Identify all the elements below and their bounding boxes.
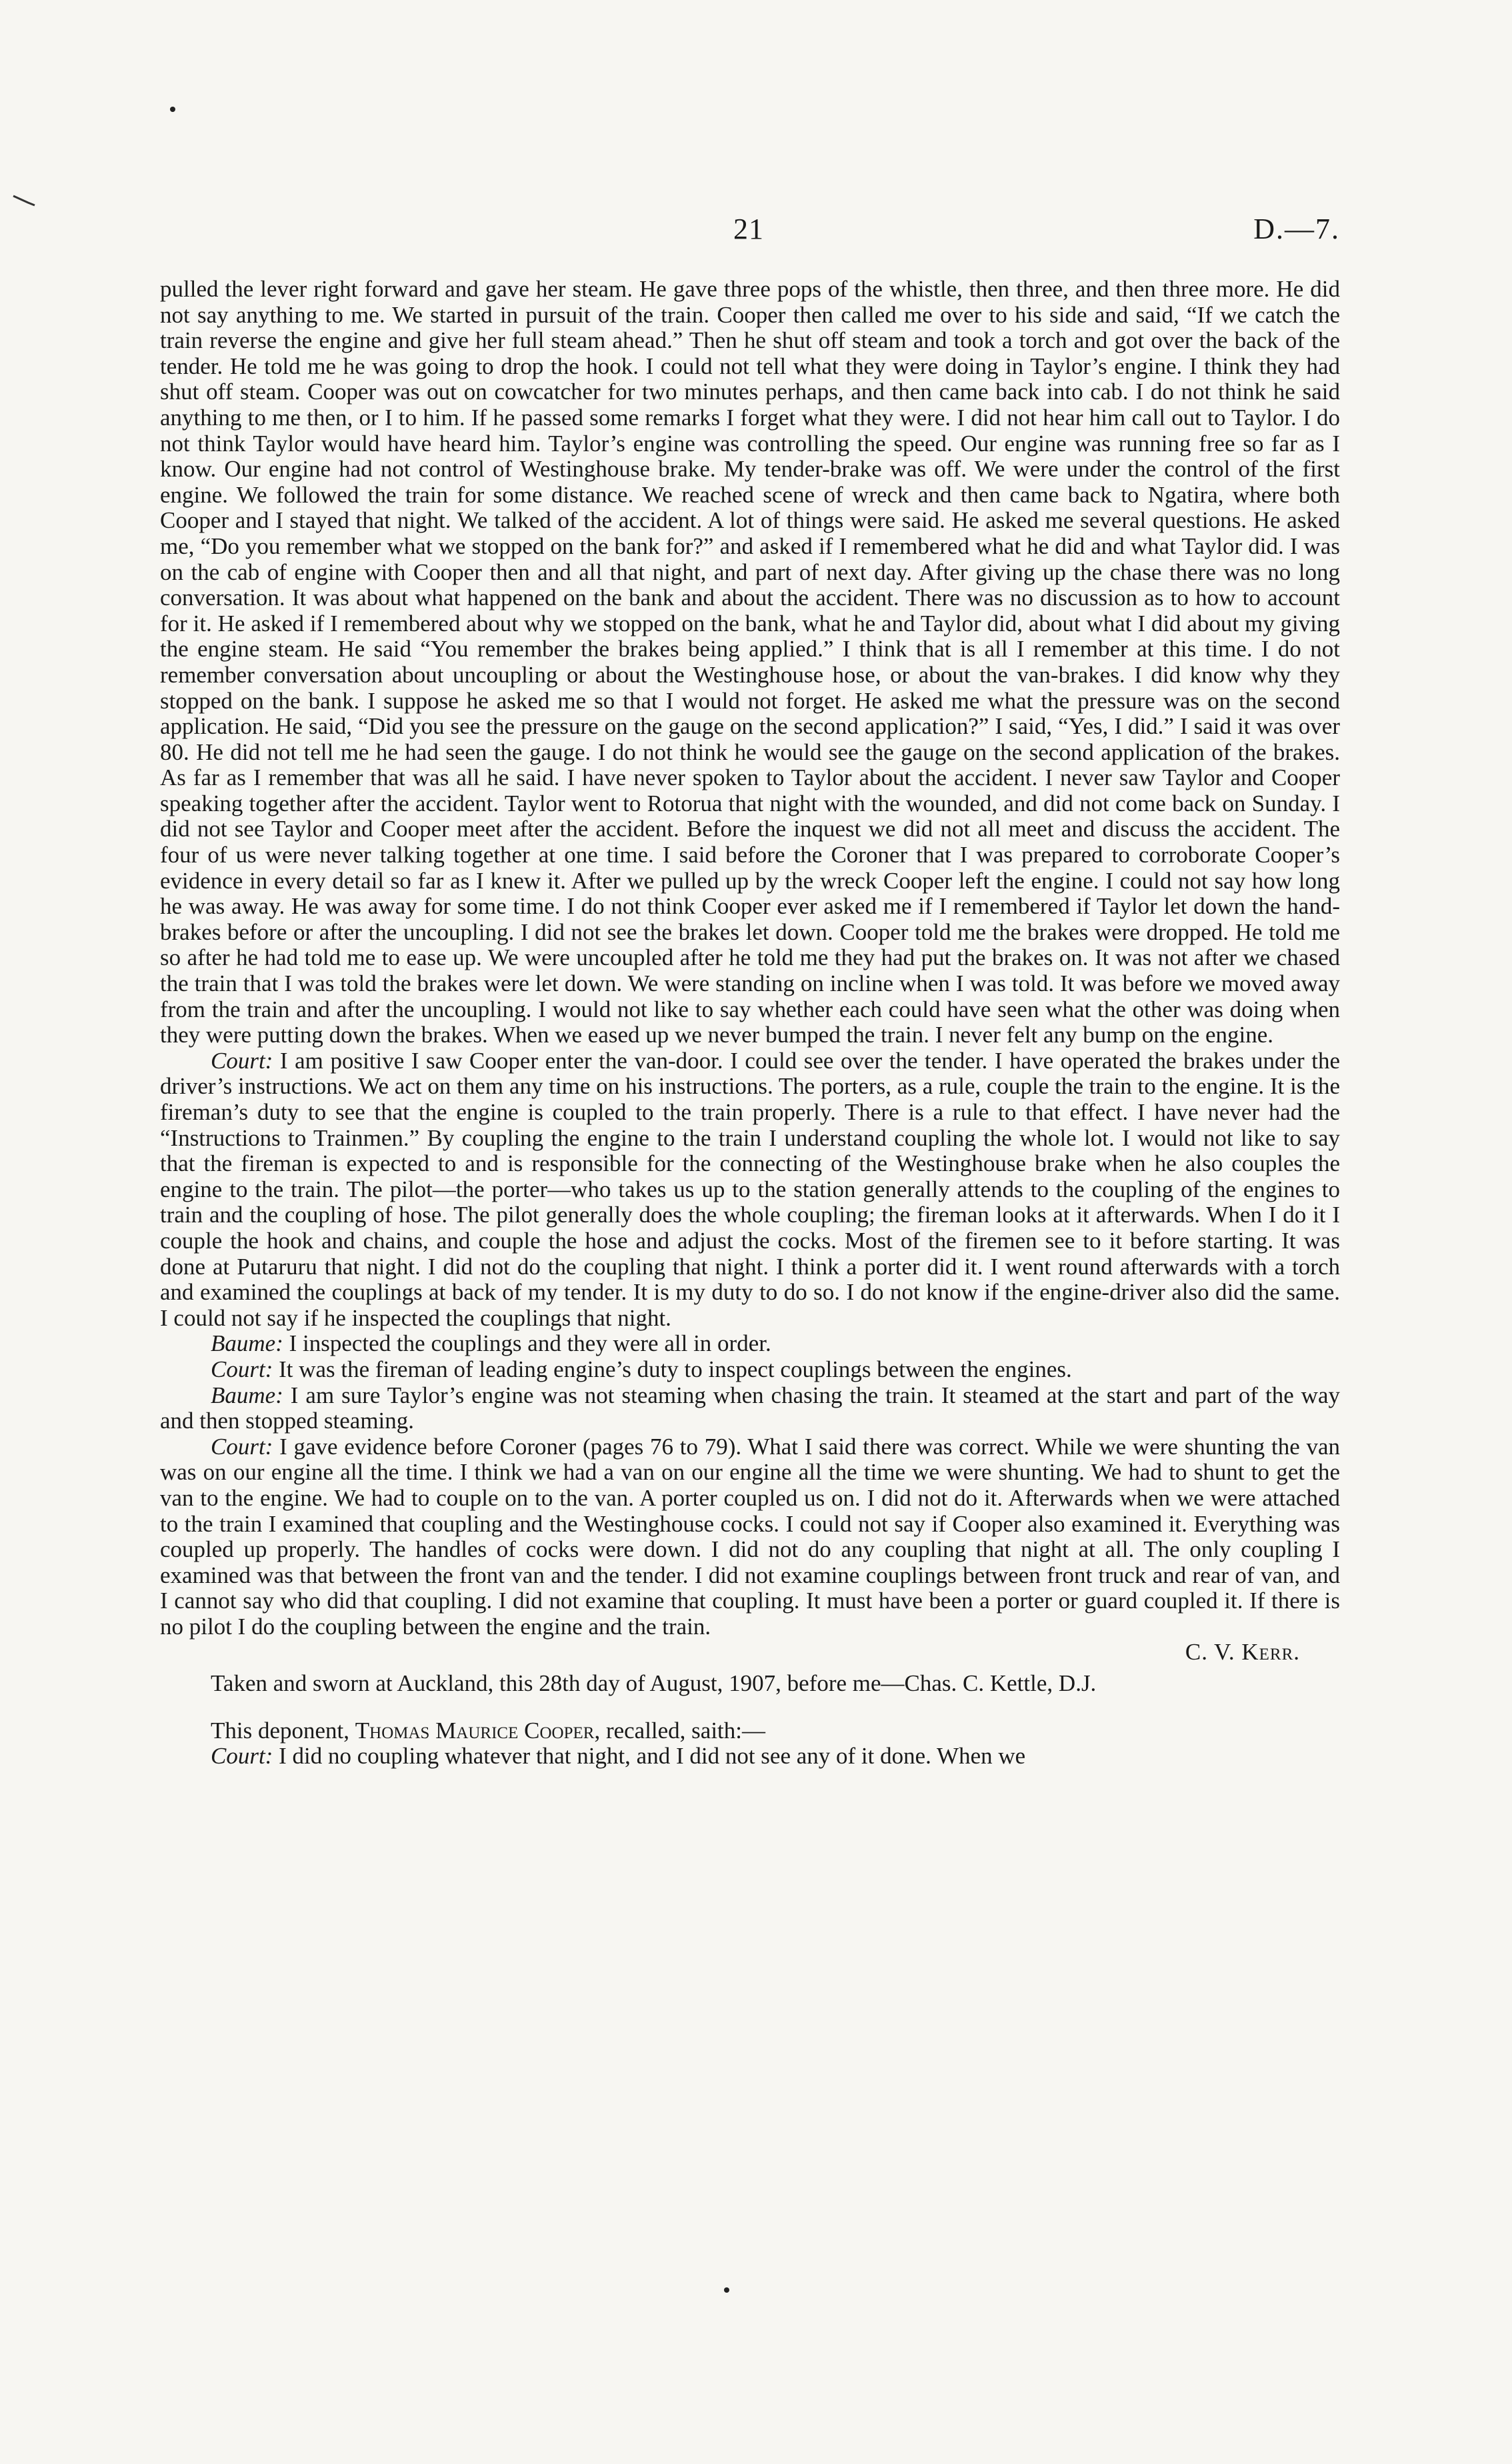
signature: C. V. Kerr. [1185, 1639, 1300, 1666]
recall-prefix: This deponent, [211, 1717, 355, 1744]
qa-text: I am positive I saw Cooper enter the van-door. I could see over the tender. I have operated the brakes under the driver’s instructions. We act on them any time on his instructions. The porters, as a rule, couple the train to the engine. It is the fireman’s duty to see that the engine is coupled to the train properly. There is a rule to that effect. I have never had the “Instructions to Trainmen.” By coupling the engine to the train I understand coupling the whole lot. I would not like to say that the fireman is expected to and is responsible for the connecting of the Westinghouse brake when he also couples the engine to the train. The pilot—the porter—who takes us up to the station generally attends to the coupling of the engines to train and the coupling of hose. The pilot generally does the whole coupling; the fireman looks at it afterwards. When I do it I couple the hook and chains, and couple the hose and adjust the cocks. Most of the firemen see to it before starting. It was done at Putaruru that night. I did not do the coupling that night. I think a porter did it. I went round afterwards with a torch and examined the couplings at back of my tender. It is my duty to do so. I do not know if the engine-driver also did the same. I could not say if he inspected the couplings that night. [160, 1047, 1340, 1331]
qa-text: I did no coupling whatever that night, and I did not see any of it done. When we [273, 1743, 1026, 1770]
speaker-label: Baume: [211, 1330, 283, 1357]
qa-court-final [160, 1744, 1340, 1770]
series-code: D.—7. [1253, 213, 1340, 245]
deponent-name: Thomas Maurice Cooper [355, 1717, 595, 1744]
qa-text: I am sure Taylor’s engine was not steaming when chasing the train. It steamed at the start and part of the way and then stopped steaming. [160, 1382, 1340, 1434]
qa-baume-1 [160, 1331, 1340, 1357]
qa-text: It was the fireman of leading engine’s duty to inspect couplings between the engines. [273, 1356, 1072, 1382]
speaker-label: Court: [211, 1433, 273, 1460]
qa-text: I gave evidence before Coroner (pages 76 to 79). What I said there was correct. While we were shunting the van was on our engine all the time. I think we had a van on our engine all the time we were shunting. We had to shunt to get the van to the engine. We had to couple on to the van. A porter coupled us on. I did not do it. Afterwards when we were attached to the train I examined that coupling and the Westinghouse cocks. I could not say if Cooper also examined it. Everything was coupled up properly. The handles of cocks were down. I did not do any coupling that night at all. The only coupling I examined was that between the front van and the tender. I did not examine couplings between front truck and rear of van, and I cannot say who did that coupling. I did not examine that coupling. It must have been a porter or guard coupled it. If there is no pilot I do the coupling between the engine and the train. [160, 1433, 1340, 1640]
jurat: Taken and sworn at Auckland, this 28th day of August, 1907, before me—Chas. C. Kettle, D.J. [211, 1670, 1097, 1697]
testimony-paragraph: pulled the lever right forward and gave her steam. He gave three pops of the whistle, then three, and then three more. He did not say anything to me. We started in pursuit of the train. Cooper then called me over to his side and said, “If we catch the train reverse the engine and give her full steam ahead.” Then he shut off steam and took a torch and got over the back of the tender. He told me he was going to drop the hook. I could not tell what they were doing in Taylor’s engine. I think they had shut off steam. Cooper was out on cowcatcher for two minutes perhaps, and then came back into cab. I do not think he said anything to me then, or I to him. If he passed some remarks I forget what they were. I did not hear him call out to Taylor. I do not think Taylor would have heard him. Taylor’s engine was controlling the speed. Our engine was running free so far as I know. Our engine had not control of Westinghouse brake. My tender-brake was off. We were under the control of the first engine. We followed the train for some distance. We reached scene of wreck and then came back to Ngatira, where both Cooper and I stayed that night. We talked of the accident. A lot of things were said. He asked me several questions. He asked me, “Do you remember what we stopped on the bank for?” and asked if I remembered what he did and what Taylor did. I was on the cab of engine with Cooper then and all that night, and part of next day. After giving up the chase there was no long conversation. It was about what happened on the bank and about the accident. There was no discussion as to how to account for it. He asked if I remembered about why we stopped on the bank, what he and Taylor did, about what I did about my giving the engine steam. He said “You remember the brakes being applied.” I think that is all I remember at this time. I do not remember conversation about uncoupling or about the Westinghouse hose, or about the van-brakes. I did know why they stopped on the bank. I suppose he asked me so that I would not forget. He asked me what the pressure was on the second application. He said, “Did you see the pressure on the gauge on the second application?” I said, “Yes, I did.” I said it was over 80. He did not tell me he had seen the gauge. I do not think he would see the gauge on the second application of the brakes. As far as I remember that was all he said. I have never spoken to Taylor about the accident. I never saw Taylor and Cooper speaking together after the accident. Taylor went to Rotorua that night with the wounded, and did not come back on Sunday. I did not see Taylor and Cooper meet after the accident. Before the inquest we did not all meet and discuss the accident. The four of us were never talking together at one time. I said before the Coroner that I was prepared to corroborate Cooper’s evidence in every detail so far as I knew it. After we pulled up by the wreck Cooper left the engine. I could not say how long he was away. He was away for some time. I do not think Cooper ever asked me if I remembered if Taylor let down the hand-brakes before or after the uncoupling. I did not see the brakes let down. Cooper told me the brakes were dropped. He told me so after he had told me to ease up. We were uncoupled after he told me they had put the brakes on. It was not after we chased the train that I was told the brakes were let down. We were standing on incline when I was told. It was before we moved away from the train and after the uncoupling. I would not like to say whether each could have seen what the other was doing when they were putting down the brakes. When we eased up we never bumped the train. I never felt any bump on the engine. [160, 276, 1340, 1048]
document-body [160, 277, 1340, 1770]
ink-dot-bottom [724, 2287, 729, 2293]
page-number: 21 [733, 213, 764, 245]
qa-baume-2 [160, 1383, 1340, 1434]
speaker-label: Baume: [211, 1382, 283, 1408]
qa-court-3 [160, 1434, 1340, 1640]
qa-text: I inspected the couplings and they were all in order. [283, 1330, 771, 1357]
qa-court-2 [160, 1357, 1340, 1383]
margin-mark [12, 193, 36, 207]
page-header [160, 212, 1340, 252]
qa-court-1 [160, 1048, 1340, 1332]
speaker-label: Court: [211, 1743, 273, 1770]
speaker-label: Court: [211, 1047, 273, 1074]
recall-suffix: , recalled, saith:— [594, 1717, 766, 1744]
speaker-label: Court: [211, 1356, 273, 1382]
recall-line [160, 1718, 1340, 1744]
ink-dot-top [170, 107, 175, 112]
